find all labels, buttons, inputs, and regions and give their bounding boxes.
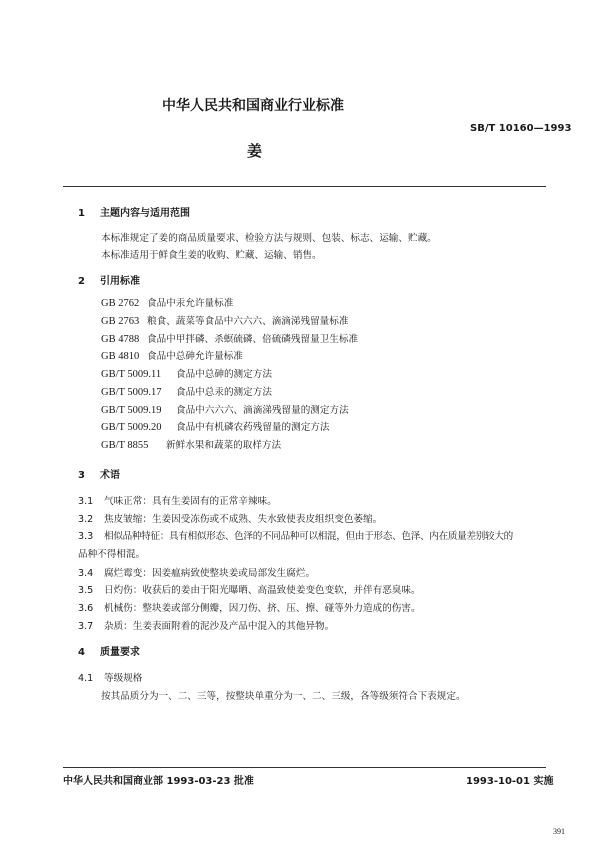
section-3-heading: 3 术语 — [78, 470, 120, 481]
reference-item: GB 2763 粮食、蔬菜等食品中六六六、滴滴涕残留量标准 — [101, 316, 349, 327]
term-item: 3.6 机械伤：整块姜或部分侧瓣，因刀伤、挤、压、擦、碰等外力造成的伤害。 — [78, 603, 421, 614]
reference-item: GB 4810 食品中总砷允许量标准 — [101, 351, 243, 362]
paragraph: 本标准规定了姜的商品质量要求、检验方法与规则、包装、标志、运输、贮藏。 — [101, 233, 437, 244]
reference-item: GB/T 5009.20 食品中有机磷农药残留量的测定方法 — [101, 422, 330, 433]
reference-item: GB/T 5009.19 食品中六六六、滴滴涕残留量的测定方法 — [101, 405, 349, 416]
approval-date: 中华人民共和国商业部 1993-03-23 批准 — [63, 776, 254, 787]
subsection-4-1-heading: 4.1 等级规格 — [78, 673, 143, 684]
footer-divider — [63, 767, 546, 768]
term-item: 3.1 气味正常：具有生姜固有的正常辛辣味。 — [78, 496, 277, 507]
reference-item: GB/T 5009.11 食品中总砷的测定方法 — [101, 369, 272, 380]
section-2-heading: 2 引用标准 — [78, 276, 140, 287]
issuing-body-title: 中华人民共和国商业行业标准 — [162, 98, 344, 114]
document-title: 姜 — [247, 142, 263, 160]
reference-item: GB 2762 食品中汞允许量标准 — [101, 298, 234, 309]
section-1-heading: 1 主题内容与适用范围 — [78, 208, 190, 219]
reference-item: GB/T 5009.17 食品中总汞的测定方法 — [101, 387, 272, 398]
implementation-date: 1993-10-01 实施 — [466, 776, 554, 787]
page-number: 391 — [553, 827, 565, 836]
section-4-heading: 4 质量要求 — [78, 647, 140, 658]
paragraph: 按其品质分为一、二、三等，按整块单重分为一、二、三级，各等级须符合下表规定。 — [101, 691, 466, 702]
term-item: 3.7 杂质：生姜表面附着的泥沙及产品中混入的其他异物。 — [78, 621, 335, 632]
standard-number: SB/T 10160—1993 — [470, 123, 572, 134]
reference-item: GB/T 8855 新鲜水果和蔬菜的取样方法 — [101, 440, 282, 451]
term-continuation: 品种不得相混。 — [78, 549, 146, 560]
reference-item: GB 4788 食品中甲拌磷、杀螟硫磷、倍硫磷残留量卫生标准 — [101, 334, 359, 345]
term-item: 3.3 相似品种特征：具有相似形态、色泽的不同品种可以相混，但由于形态、色泽、内在质量差别较大的 — [78, 531, 513, 542]
paragraph: 本标准适用于鲜食生姜的收购、贮藏、运输、销售。 — [101, 250, 322, 261]
term-item: 3.2 焦皮皱缩：生姜因受冻伤或不成熟、失水致使表皮组织变色萎缩。 — [78, 514, 383, 525]
header-divider — [63, 186, 546, 187]
term-item: 3.4 腐烂霉变：因姜瘟病致使整块姜或局部发生腐烂。 — [78, 568, 316, 579]
term-item: 3.5 日灼伤：收获后的姜由于阳光曝晒、高温致使姜变色变软，并伴有恶臭味。 — [78, 585, 421, 596]
